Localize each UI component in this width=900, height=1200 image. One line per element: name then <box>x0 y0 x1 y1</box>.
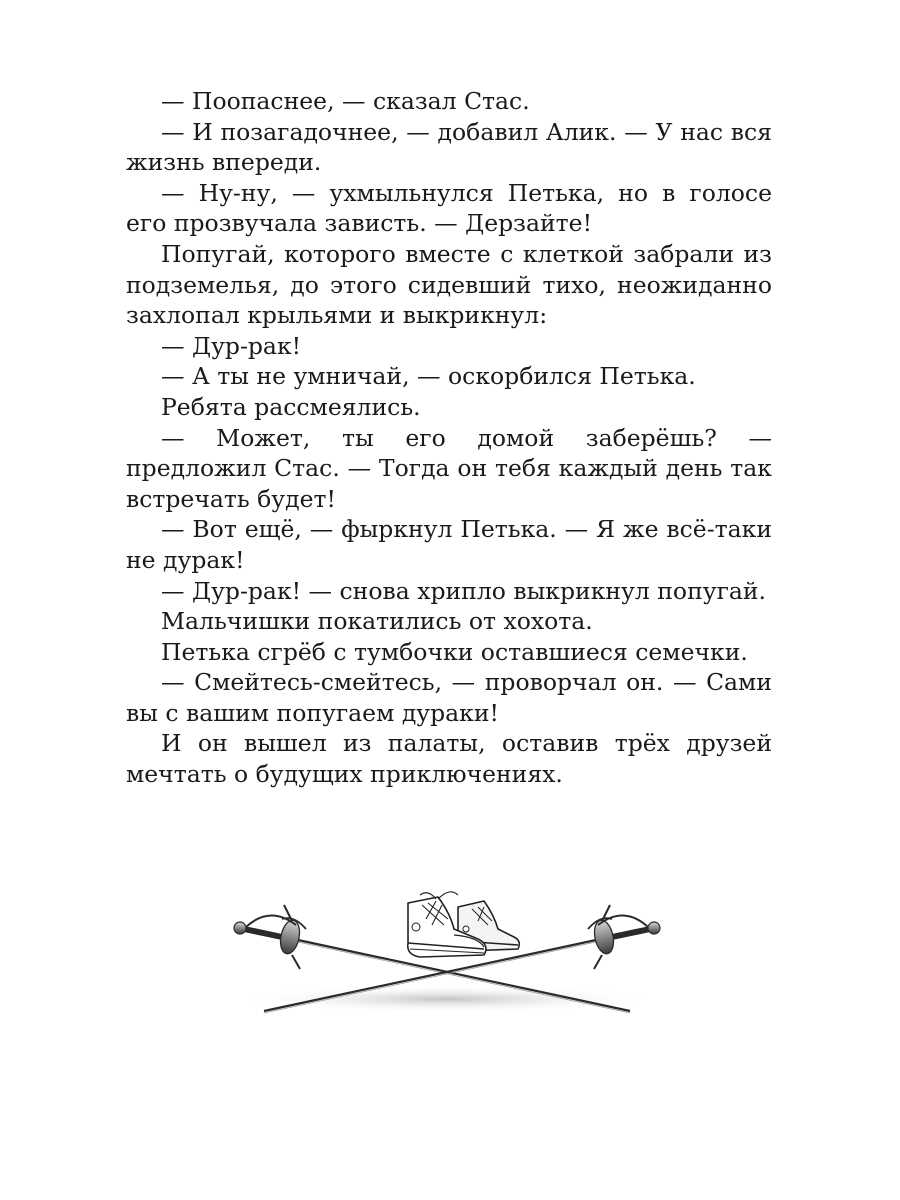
sneakers <box>408 892 520 957</box>
paragraph-13: — Смейтесь-смейтесь, — проворчал он. — Сами вы с вашим попугаем дураки! <box>126 668 772 727</box>
paragraph-4: Попугай, которого вместе с клеткой забрали из подземелья, до этого сидевший тихо, неожиданно захлопал крыльями и выкрикнул: <box>126 239 772 330</box>
paragraph-1: — Поопаснее, — сказал Стас. <box>161 87 530 115</box>
paragraph-9: — Вот ещё, — фыркнул Петька. — Я же всё-таки не дурак! <box>126 515 772 574</box>
paragraph-8: — Может, ты его домой заберёшь? — предложил Стас. — Тогда он тебя каждый день так встречать будет! <box>126 423 772 513</box>
crossed-swords-sneakers-icon <box>222 885 672 1020</box>
text-block <box>126 86 772 790</box>
paragraph-3: — Ну-ну, — ухмыльнулся Петька, но в голосе его прозвучала зависть. — Дерзайте! <box>126 178 772 238</box>
paragraph-5: — Дур-рак! <box>161 331 302 360</box>
paragraph-2: — И позагадочнее, — добавил Алик. — У нас вся жизнь впереди. <box>126 117 772 177</box>
paragraph-6: — А ты не умничай, — оскорбился Петька. <box>161 362 696 391</box>
paragraph-14: И он вышел из палаты, оставив трёх друзей мечтать о будущих приключениях. <box>126 729 772 789</box>
paragraph-12: Петька сгрёб с тумбочки оставшиеся семечки. <box>161 637 748 666</box>
paragraph-11: Мальчишки покатились от хохота. <box>161 607 593 636</box>
paragraph-7: Ребята рассмеялись. <box>161 392 421 421</box>
ornament-shadow <box>237 985 657 1013</box>
paragraph-10: — Дур-рак! — снова хрипло выкрикнул попугай. <box>161 576 767 605</box>
